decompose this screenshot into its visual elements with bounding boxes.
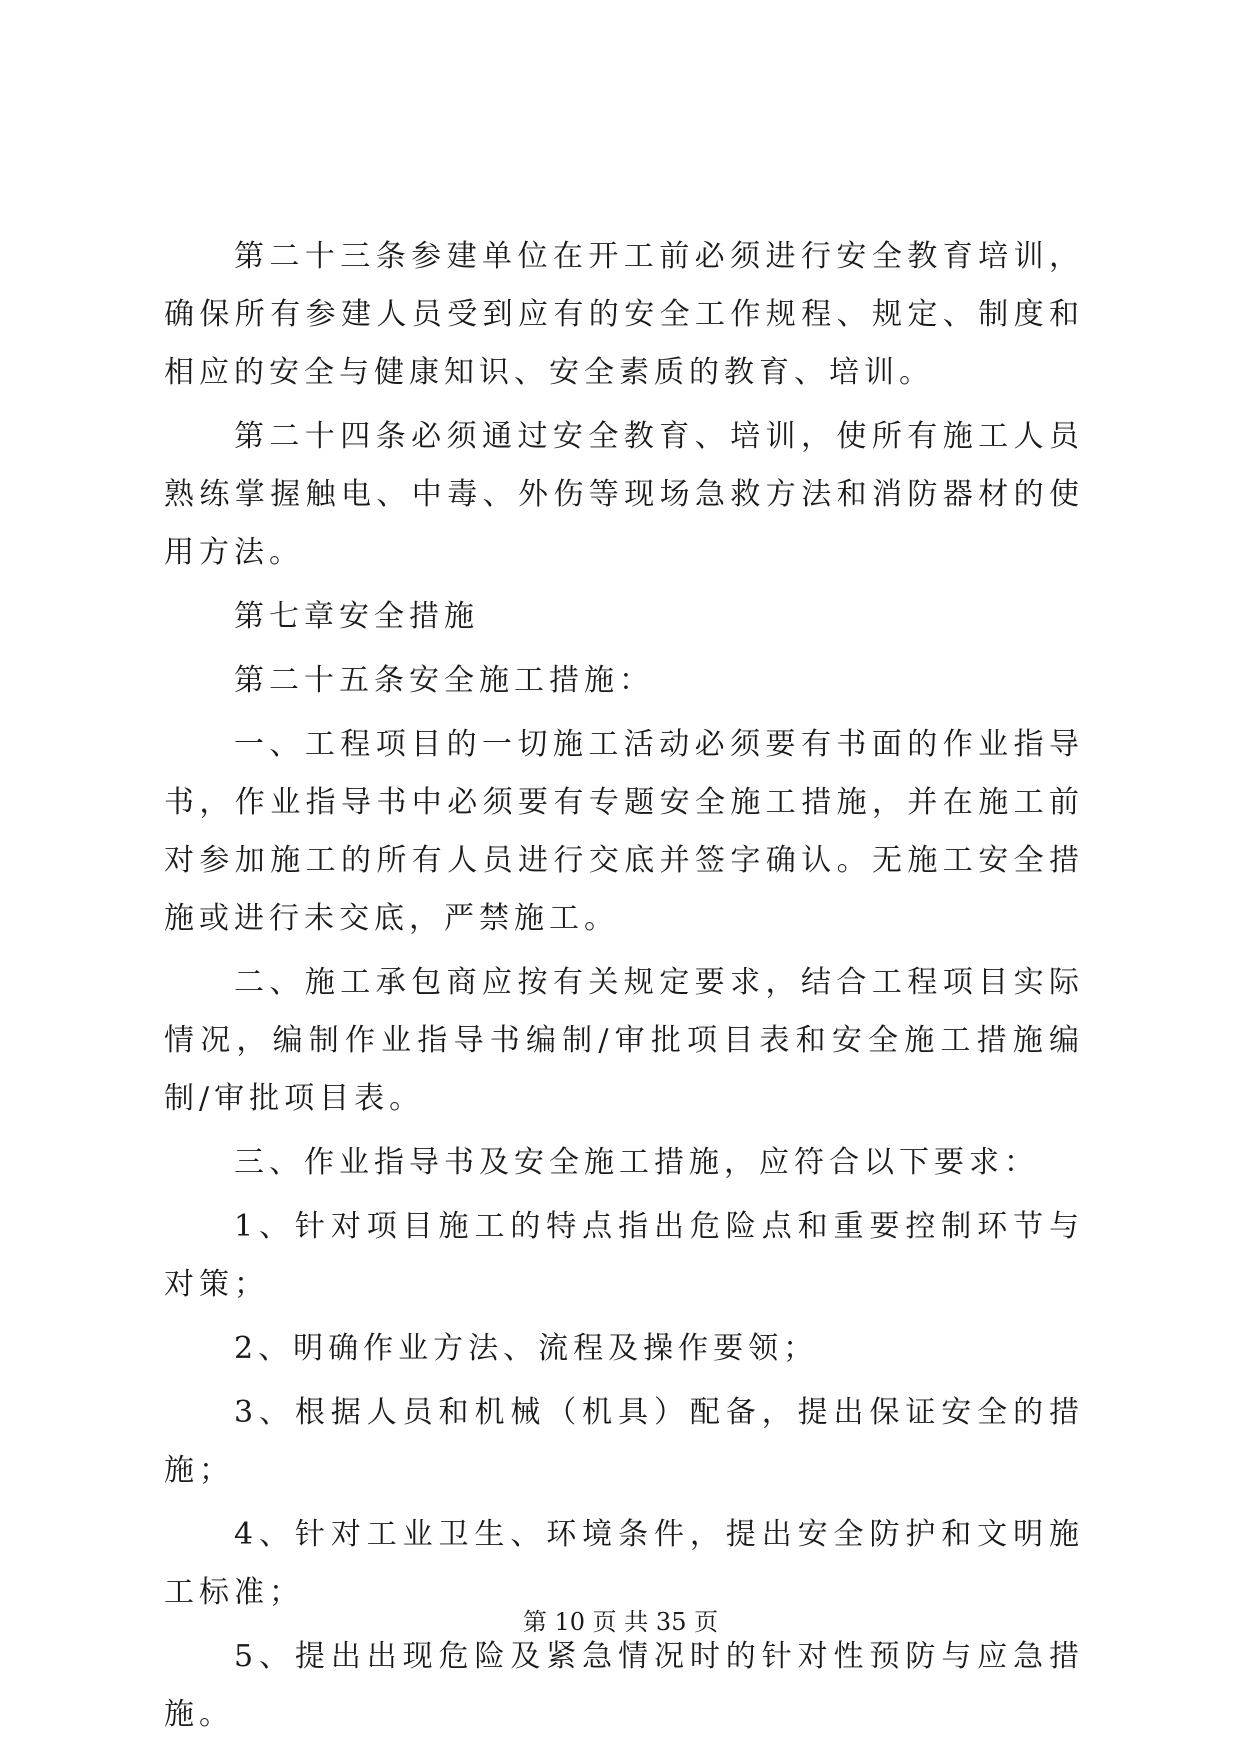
- paragraph-item-3: 三、作业指导书及安全施工措施，应符合以下要求：: [234, 1145, 1039, 1180]
- page-number-footer: 第 10 页 共 35 页: [522, 1608, 719, 1636]
- paragraph-article-25: 第二十五条安全施工措施：: [234, 663, 654, 698]
- paragraph-item-2: 二、施工承包商应按有关规定要求，结合工程项目实际情况，编制作业指导书编制/审批项目表和安全施工措施编制/审批项目表。: [164, 965, 1084, 1116]
- document-body: [164, 228, 1084, 1750]
- list-item-requirement-2: 2、明确作业方法、流程及操作要领；: [234, 1331, 819, 1366]
- chapter-heading: 第七章安全措施: [234, 599, 479, 634]
- paragraph-article-24: 第二十四条必须通过安全教育、培训，使所有施工人员熟练掌握触电、中毒、外伤等现场急救方法和消防器材的使用方法。: [164, 419, 1084, 570]
- list-item-requirement-1: 1、针对项目施工的特点指出危险点和重要控制环节与对策；: [164, 1209, 1084, 1302]
- paragraph-item-1: 一、工程项目的一切施工活动必须要有书面的作业指导书，作业指导书中必须要有专题安全施工措施，并在施工前对参加施工的所有人员进行交底并签字确认。无施工安全措施或进行未交底，严禁施工。: [164, 727, 1084, 936]
- paragraph-article-23: 第二十三条参建单位在开工前必须进行安全教育培训，确保所有参建人员受到应有的安全工作规程、规定、制度和相应的安全与健康知识、安全素质的教育、培训。: [164, 239, 1084, 390]
- list-item-requirement-3: 3、根据人员和机械（机具）配备，提出保证安全的措施；: [164, 1395, 1084, 1488]
- list-item-requirement-5: 5、提出出现危险及紧急情况时的针对性预防与应急措施。: [164, 1639, 1084, 1732]
- list-item-requirement-4: 4、针对工业卫生、环境条件，提出安全防护和文明施工标准；: [164, 1517, 1084, 1610]
